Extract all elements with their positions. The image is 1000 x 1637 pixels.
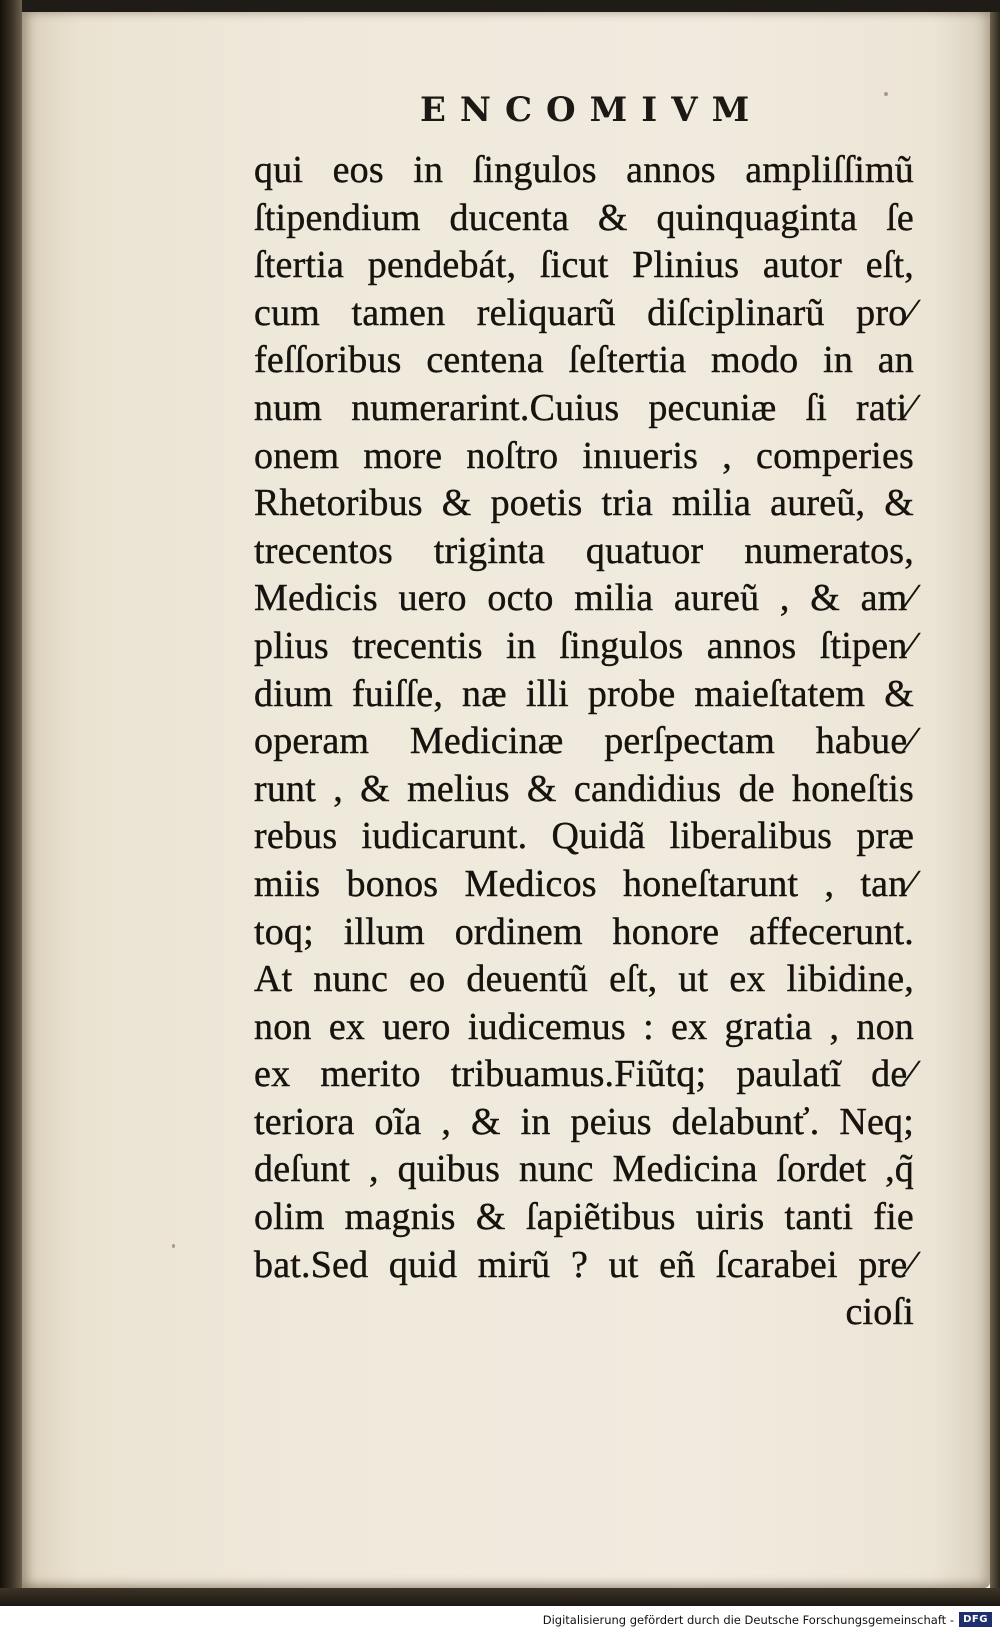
top-book-edge (0, 0, 1000, 12)
text-line: num numerarint.Cuius pecuniæ ſi rati⁄ (254, 386, 914, 429)
text-line: feſſoribus centena ſeſtertia modo in an (254, 339, 914, 382)
right-page-edge (990, 12, 1000, 1592)
text-line: At nunc eo deuentũ eſt, ut ex libidine, (254, 958, 914, 1001)
text-line: trecentos triginta quatuor numeratos, (254, 529, 914, 572)
text-line: cum tamen reliquarũ diſciplinarũ pro⁄ (254, 291, 914, 334)
digitization-footer (0, 1606, 1000, 1637)
text-line: qui eos in ſingulos annos ampliſſimũ (254, 149, 914, 191)
bottom-book-edge (0, 1588, 1000, 1606)
book-spine (0, 0, 22, 1600)
footer-credit: Digitalisierung gefördert durch die Deutsche Forschungsgemeinschaft - (542, 1613, 954, 1627)
text-line: Rhetoribus & poetis tria milia aureũ, & (254, 482, 914, 525)
text-line: deſunt , quibus nunc Medicina ſordet ,q̃ (254, 1148, 914, 1191)
text-line: miis bonos Medicos honeſtarunt , tan⁄ (254, 862, 914, 905)
text-line: ſtipendium ducenta & quinquaginta ſe (254, 196, 914, 239)
paper-speck (884, 92, 888, 96)
text-line: toq; illum ordinem honore affecerunt. (254, 910, 914, 953)
text-line: olim magnis & ſapiẽtibus uiris tanti fie (254, 1196, 914, 1239)
dfg-logo: DFG (959, 1612, 992, 1627)
text-line: ſtertia pendebát, ſicut Plinius autor eſt, (254, 244, 914, 287)
body-text (254, 147, 914, 1337)
text-line: runt , & melius & candidius de honeſtis (254, 767, 914, 810)
paper-speck (172, 1244, 175, 1248)
catchword: cioſi (845, 1291, 914, 1334)
text-line: teriora oĩa , & in peius delabunť. Neq; (254, 1100, 914, 1143)
text-line: Medicis uero octo milia aureũ , & am⁄ (254, 577, 914, 620)
text-line: rebus iudicarunt. Quidã liberalibus præ (254, 815, 914, 858)
text-line: plius trecentis in ſingulos annos ſtipen⁄ (254, 624, 914, 667)
text-line: dium fuiſſe, næ illi probe maieſtatem & (254, 672, 914, 715)
text-line: bat.Sed quid mirũ ? ut eñ ſcarabei pre⁄ (254, 1243, 914, 1286)
text-line: onem more noſtro inıueris , comperies (254, 434, 914, 477)
text-line: non ex uero iudicemus : ex gratia , non (254, 1005, 914, 1048)
running-head: ENCOMIVM (420, 90, 764, 130)
text-line: ex merito tribuamus.Fiũtq; paulatĩ de⁄ (254, 1053, 914, 1096)
text-line: operam Medicinæ perſpectam habue⁄ (254, 720, 914, 763)
